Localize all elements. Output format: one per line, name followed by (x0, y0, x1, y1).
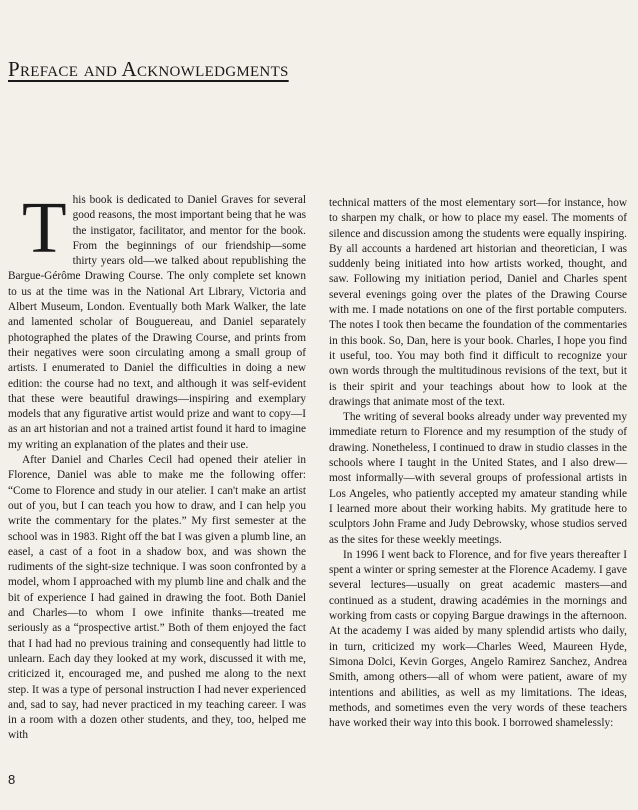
drop-cap: T (22, 187, 67, 268)
page-number: 8 (8, 772, 16, 787)
paragraph-text: his book is dedicated to Daniel Graves for several good reasons, the most important being that he was the instigator, facilitator, and mentor for the book. From the beginnings of our friendship—some thirty years old—we talked about republishing the Bargue-Gérôme Drawing Course. The only complete set known to us at the time was in the National Art Library, Victoria and Albert Museum, London. Eventually both Mark Walker, the late and lamented scholar of Bouguereau, and Daniel separately photographed the plates of the Drawing Course, and prints from their negatives were soon circulating among a small group of artists. I enumerated to Daniel the difficulties in doing a new edition: the course had no text, and although it was self-evident that these were beautiful drawings—inspiring and exemplary models that any figurative artist would prize and want to copy—I as an art historian and not a trained artist found it hard to imagine my writing an explanation of the plates and their use. (8, 194, 306, 451)
right-column (329, 196, 627, 731)
paragraph: After Daniel and Charles Cecil had opened their atelier in Florence, Daniel was able to make me the following offer: “Come to Florence and study in our atelier. I can't make an artist out of you, but I can teach you how to draw, and I can help you write the commentary for the plates.” My first semester at the school was in 1983. Right off the bat I was given a plumb line, an easel, a cast of a foot in a shadow box, and was shown the rudiments of the sight-size technique. I was soon confronted by a model, whom I approached with my plumb line and chalk and the bit of experience I had gained in drawing the foot. Both Daniel and Charles—to whom I owe infinite thanks—treated me seriously as a “prospective artist.” Both of them enjoyed the fact that I had had no previous training and consequently had little to unlearn. Each day they looked at my work, discussed it with me, criticized it, encouraged me, and pushed me along to the next step. It was a type of personal instruction I had never experienced and, sad to say, had never practiced in my teaching career. I was in a room with a dozen other students, and they, too, helped me with (8, 454, 306, 742)
paragraph: In 1996 I went back to Florence, and for five years thereafter I spent a winter or spring semester at the Florence Academy. I gave several lectures—usually on great academic masters—and continued as a student, drawing académies in the mornings and working from casts or copying Bargue drawings in the afternoon. At the academy I was aided by many splendid artists who daily, in turn, criticized my work—Charles Weed, Maureen Hyde, Simona Dolci, Kevin Gorges, Angelo Ramirez Sanchez, Andrea Smith, among others—all of whom were patient, aware of my intentions and abilities, as well as my limitations. The ideas, methods, and sometimes even the very words of these teachers have worked their way into this book. I borrowed shamelessly: (329, 548, 627, 730)
paragraph: technical matters of the most elementary sort—for instance, how to sharpen my chalk, or how to place my easel. The moments of silence and discussion among the students were equally inspiring. By all accounts a hardened art historian and theoretician, I was suddenly being initiated into how artists worked, thought, and saw. Following my initiation period, Daniel and Charles spent several evenings going over the plates of the Drawing Course with me. I made notations on one of the first portable computers. The notes I took then became the foundation of the commentaries in this book. So, Dan, here is your book. Charles, I hope you find it useful, too. You may both find it difficult to recognize your own words through the multitudinous revisions of the text, but it is their spirit and your teachings about how to look at the drawings that animate most of the text. (329, 197, 627, 408)
paragraph: The writing of several books already under way prevented my immediate return to Florence and my resumption of the study of drawing. Nonetheless, I continued to draw in studio classes in the schools where I taught in the United States, and I also drew—most informally—with several groups of professional artists in Los Angeles, who patiently accepted my amateur standing while I learned more about their working habits. My gratitude here to sculptors John Frame and Judy Debrowsky, whose studios served as the sites for these weekly meetings. (329, 411, 627, 546)
paragraph (8, 187, 306, 453)
left-column (8, 187, 306, 744)
page-title: Preface and Acknowledgments (8, 57, 289, 81)
